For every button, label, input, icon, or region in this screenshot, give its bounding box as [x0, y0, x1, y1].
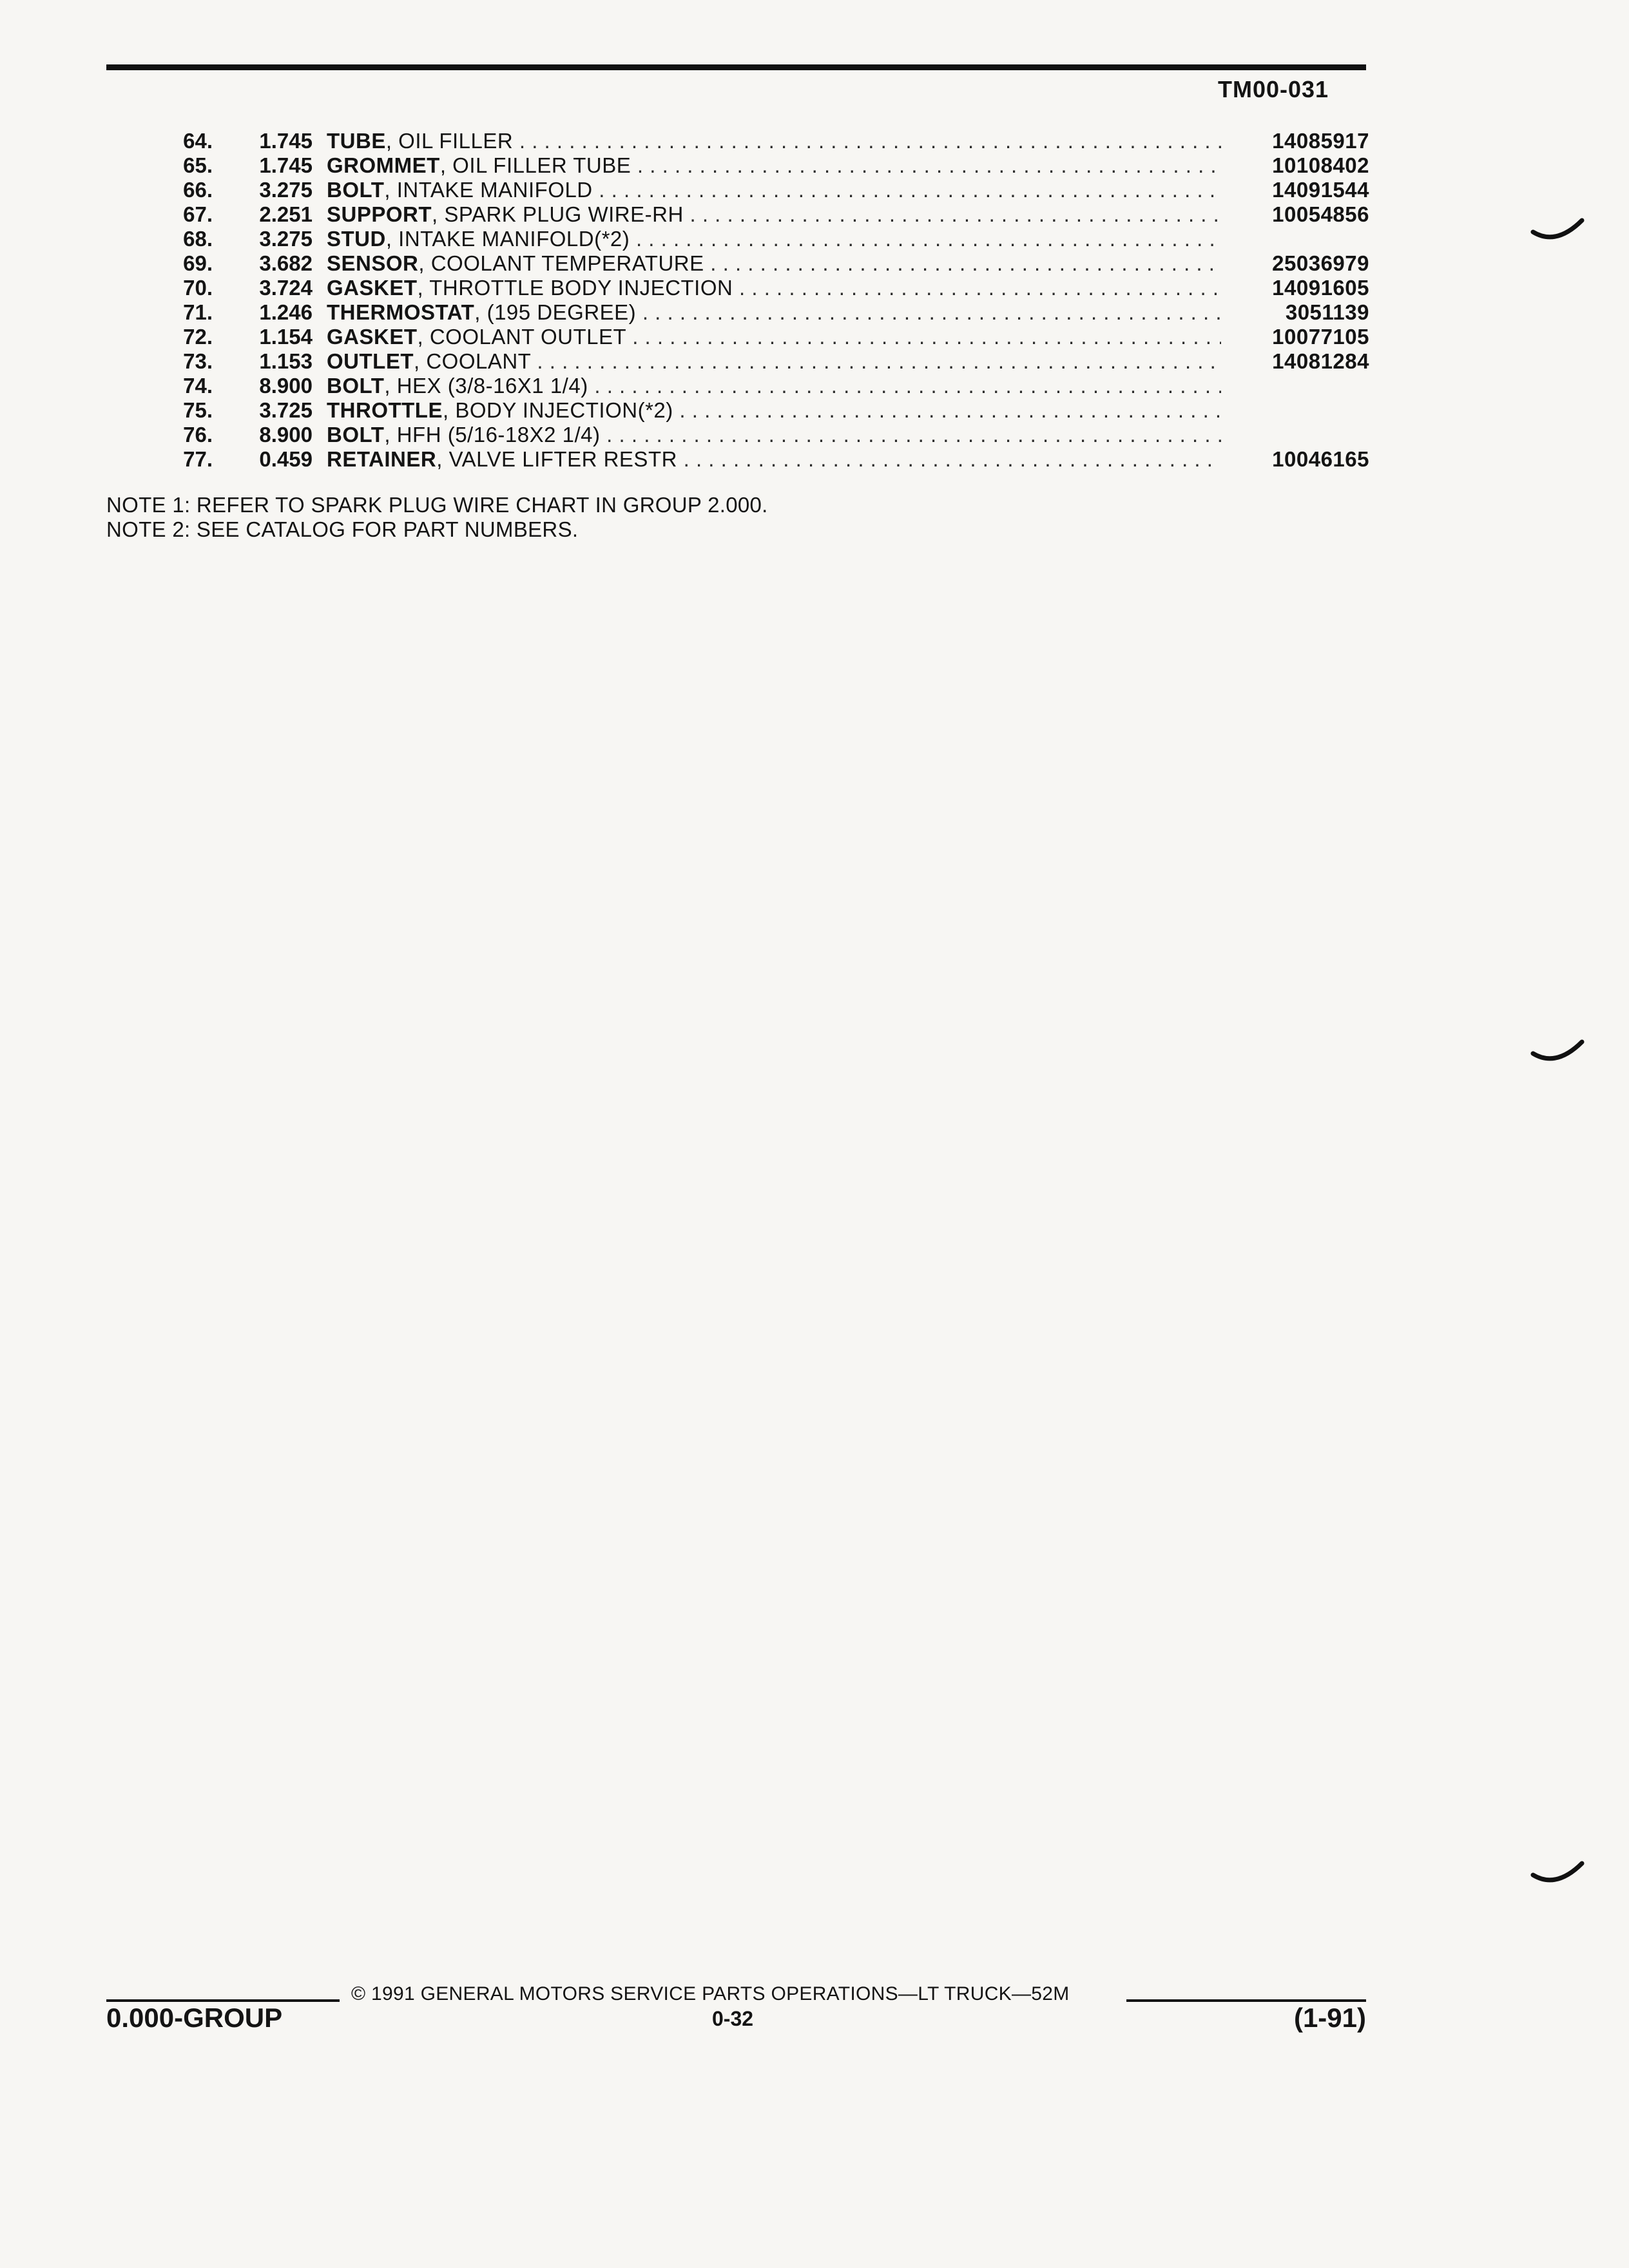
- group-number: 2.251: [259, 202, 313, 226]
- part-name: STUD: [327, 227, 386, 251]
- part-description: [327, 227, 1221, 251]
- part-row: [106, 349, 1369, 374]
- part-detail: , VALVE LIFTER RESTR: [436, 447, 677, 471]
- parts-list: [106, 129, 1369, 472]
- part-row: [106, 423, 1369, 447]
- part-description: [327, 423, 1221, 447]
- group-number: 3.725: [259, 398, 313, 422]
- binder-hole-mark: [1530, 1856, 1588, 1894]
- part-row: [106, 202, 1369, 227]
- part-name: BOLT: [327, 178, 385, 202]
- group-number: 1.745: [259, 153, 313, 177]
- part-row: [106, 153, 1369, 178]
- item-number: 66.: [183, 178, 213, 202]
- group-number: 8.900: [259, 374, 313, 398]
- part-row: [106, 251, 1369, 276]
- part-number: 14091605: [1272, 276, 1369, 300]
- group-number: 3.682: [259, 251, 313, 275]
- item-number: 76.: [183, 423, 213, 447]
- part-description: [327, 447, 1221, 472]
- part-description: [327, 129, 1221, 153]
- group-number: 0.459: [259, 447, 313, 471]
- part-detail: , HEX (3/8-16X1 1/4): [384, 374, 588, 398]
- part-row: [106, 227, 1369, 251]
- item-number: 73.: [183, 349, 213, 373]
- part-detail: , COOLANT OUTLET: [417, 325, 626, 349]
- part-detail: , COOLANT: [413, 349, 531, 373]
- copyright-line: © 1991 GENERAL MOTORS SERVICE PARTS OPERATIONS—LT TRUCK—52M: [351, 1983, 1070, 2004]
- part-number: 10046165: [1272, 447, 1369, 471]
- part-number: 10054856: [1272, 202, 1369, 226]
- part-number: 14085917: [1272, 129, 1369, 153]
- page-number: 0-32: [712, 2007, 754, 2030]
- part-description: [327, 276, 1221, 300]
- note-2: NOTE 2: SEE CATALOG FOR PART NUMBERS.: [106, 517, 579, 541]
- part-description: [327, 202, 1221, 227]
- part-name: THROTTLE: [327, 398, 443, 422]
- group-number: 1.745: [259, 129, 313, 153]
- item-number: 75.: [183, 398, 213, 422]
- part-description: [327, 300, 1221, 325]
- header-rule: [106, 64, 1366, 70]
- part-detail: , HFH (5/16-18X2 1/4): [384, 423, 601, 447]
- item-number: 68.: [183, 227, 213, 251]
- part-description: [327, 374, 1221, 398]
- part-row: [106, 276, 1369, 300]
- part-number: 10108402: [1272, 153, 1369, 177]
- group-number: 3.275: [259, 178, 313, 202]
- part-row: [106, 447, 1369, 472]
- item-number: 69.: [183, 251, 213, 275]
- binder-hole-mark: [1530, 1034, 1588, 1073]
- part-name: GASKET: [327, 276, 418, 300]
- part-row: [106, 374, 1369, 398]
- document-code: TM00-031: [1218, 76, 1329, 102]
- part-number: 10077105: [1272, 325, 1369, 349]
- part-name: TUBE: [327, 129, 386, 153]
- part-name: BOLT: [327, 374, 385, 398]
- part-description: [327, 251, 1221, 276]
- part-description: [327, 178, 1221, 202]
- note-1: NOTE 1: REFER TO SPARK PLUG WIRE CHART IN GROUP 2.000.: [106, 493, 768, 517]
- group-number: 8.900: [259, 423, 313, 447]
- group-number: 1.246: [259, 300, 313, 324]
- part-name: THERMOSTAT: [327, 300, 475, 324]
- part-detail: , SPARK PLUG WIRE-RH: [432, 202, 684, 226]
- item-number: 72.: [183, 325, 213, 349]
- item-number: 65.: [183, 153, 213, 177]
- part-description: [327, 153, 1221, 178]
- item-number: 77.: [183, 447, 213, 471]
- group-number: 3.724: [259, 276, 313, 300]
- part-name: RETAINER: [327, 447, 437, 471]
- footer-rule-right: [1126, 1999, 1366, 2002]
- part-detail: , BODY INJECTION(*2): [442, 398, 673, 422]
- part-name: SENSOR: [327, 251, 419, 275]
- part-description: [327, 325, 1221, 349]
- part-number: 3051139: [1285, 300, 1369, 324]
- binder-hole-mark: [1530, 213, 1588, 251]
- part-detail: , THROTTLE BODY INJECTION: [417, 276, 733, 300]
- part-number: 14091544: [1272, 178, 1369, 202]
- item-number: 67.: [183, 202, 213, 226]
- group-number: 3.275: [259, 227, 313, 251]
- group-number: 1.153: [259, 349, 313, 373]
- part-name: SUPPORT: [327, 202, 432, 226]
- item-number: 71.: [183, 300, 213, 324]
- item-number: 64.: [183, 129, 213, 153]
- part-number: 14081284: [1272, 349, 1369, 373]
- part-row: [106, 178, 1369, 202]
- part-detail: , COOLANT TEMPERATURE: [418, 251, 704, 275]
- part-description: [327, 398, 1221, 423]
- part-detail: , INTAKE MANIFOLD(*2): [385, 227, 630, 251]
- revision-date: (1-91): [1293, 2003, 1366, 2033]
- part-row: [106, 398, 1369, 423]
- item-number: 74.: [183, 374, 213, 398]
- group-label: 0.000-GROUP: [106, 2003, 283, 2033]
- part-row: [106, 129, 1369, 153]
- part-row: [106, 300, 1369, 325]
- part-detail: , (195 DEGREE): [474, 300, 637, 324]
- group-number: 1.154: [259, 325, 313, 349]
- part-description: [327, 349, 1221, 374]
- notes-block: [106, 493, 768, 542]
- part-name: OUTLET: [327, 349, 414, 373]
- part-name: BOLT: [327, 423, 385, 447]
- part-detail: , OIL FILLER TUBE: [439, 153, 631, 177]
- part-detail: , INTAKE MANIFOLD: [384, 178, 593, 202]
- part-name: GROMMET: [327, 153, 440, 177]
- part-number: 25036979: [1272, 251, 1369, 275]
- item-number: 70.: [183, 276, 213, 300]
- part-name: GASKET: [327, 325, 418, 349]
- part-row: [106, 325, 1369, 349]
- part-detail: , OIL FILLER: [385, 129, 514, 153]
- footer-rule-left: [106, 1999, 340, 2002]
